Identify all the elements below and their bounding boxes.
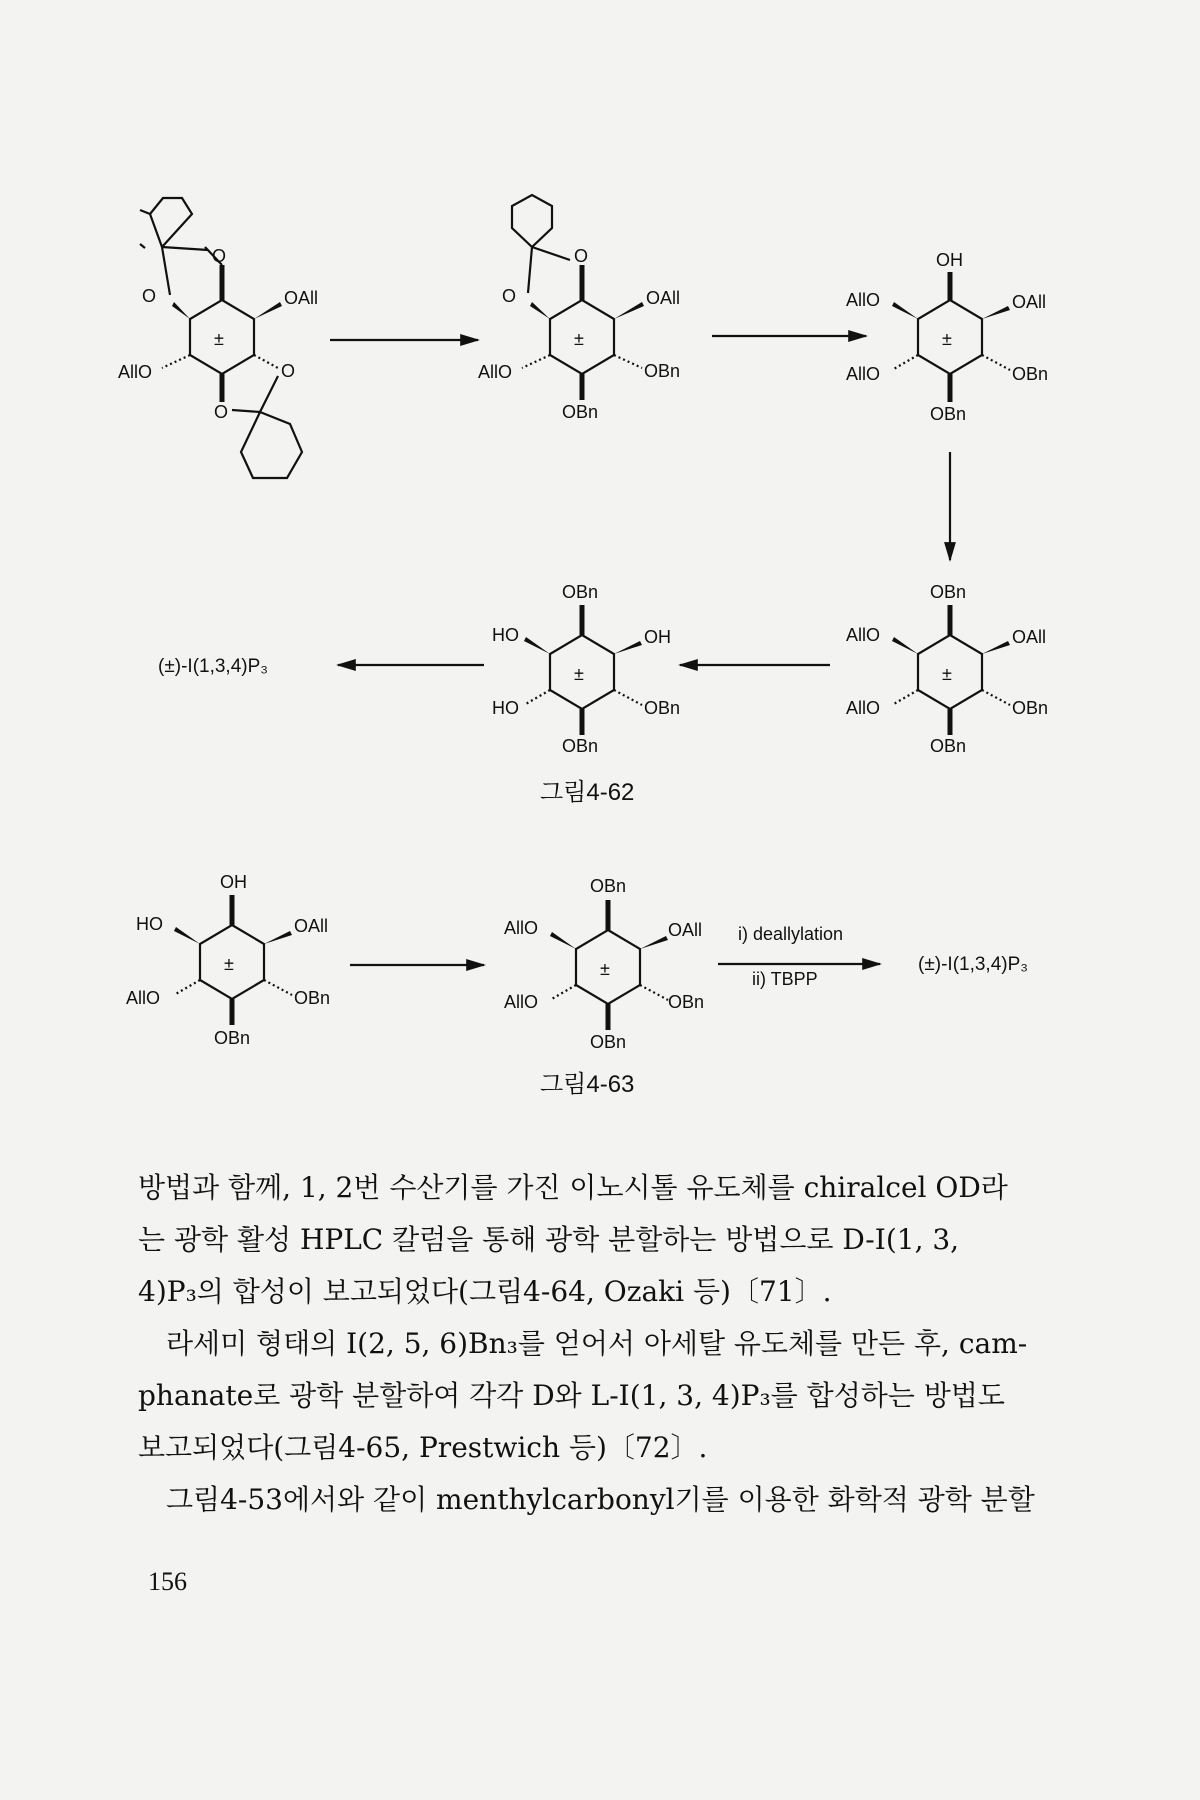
- fig62-m1-allo: AllO: [118, 362, 153, 382]
- fig62-m4-obn-bottom: OBn: [930, 736, 967, 756]
- fig62-m5-pm: ±: [574, 664, 584, 684]
- fig62-caption: 그림4-62: [540, 779, 635, 806]
- fig62-m4-allo-bottom: AllO: [846, 698, 881, 718]
- fig63-m1-ho: HO: [136, 914, 163, 934]
- fig63-product: (±)-I(1,3,4)P₃: [918, 954, 1029, 975]
- fig62-m1-o-right: O: [281, 361, 296, 381]
- fig62-m2-obn-right: OBn: [644, 361, 681, 381]
- fig62-m3-oall: OAll: [1012, 292, 1047, 312]
- fig62-m1-o-left: O: [142, 286, 157, 306]
- fig63-m2-pm: ±: [600, 959, 610, 979]
- fig62-m4-oall: OAll: [1012, 627, 1047, 647]
- fig62-m4-allo-top: AllO: [846, 625, 881, 645]
- fig62-m5-oh: OH: [644, 627, 671, 647]
- fig63-m2-allo-top: AllO: [504, 918, 539, 938]
- fig62-m5-ho-top: HO: [492, 625, 519, 645]
- fig63-m1-obn-right: OBn: [294, 988, 331, 1008]
- fig63-m2-obn-top: OBn: [590, 876, 627, 896]
- fig62-m3-allo-top: AllO: [846, 290, 881, 310]
- fig62-m5-ho-bottom: HO: [492, 698, 519, 718]
- body-line-4: 라세미 형태의 I(2, 5, 6)Bn₃를 얻어서 아세탈 유도체를 만든 후, cam-: [166, 1327, 1028, 1360]
- fig62-m1-oall: OAll: [284, 288, 319, 308]
- fig63-m2-obn-bottom: OBn: [590, 1032, 627, 1052]
- fig63-m2-obn-right: OBn: [668, 992, 705, 1012]
- body-line-2: 는 광학 활성 HPLC 칼럼을 통해 광학 분할하는 방법으로 D-I(1, 3,: [138, 1223, 960, 1256]
- fig63-m1-obn-bottom: OBn: [214, 1028, 251, 1048]
- fig62-m3-obn-right: OBn: [1012, 364, 1049, 384]
- fig63-m1-allo: AllO: [126, 988, 161, 1008]
- fig63-m2-oall: OAll: [668, 920, 703, 940]
- fig62-m2-obn-bottom: OBn: [562, 402, 599, 422]
- fig63-m1-oall: OAll: [294, 916, 329, 936]
- fig62-m2-o-left: O: [502, 286, 517, 306]
- fig63-caption: 그림4-63: [540, 1071, 635, 1098]
- fig63-step2: ii) TBPP: [752, 969, 818, 989]
- fig62-m1-o-bottom: O: [214, 402, 229, 422]
- fig62-m3-pm: ±: [942, 329, 952, 349]
- fig62-m2-oall: OAll: [646, 288, 681, 308]
- fig62-m5-obn-right: OBn: [644, 698, 681, 718]
- fig62-m1-o-top: O: [212, 246, 227, 266]
- body-line-1: 방법과 함께, 1, 2번 수산기를 가진 이노시톨 유도체를 chiralcel OD라: [138, 1171, 1008, 1204]
- fig62-m4-obn-top: OBn: [930, 582, 967, 602]
- body-text: [138, 1162, 1068, 1526]
- fig63-m1-pm: ±: [224, 954, 234, 974]
- fig63-step1: i) deallylation: [738, 924, 844, 944]
- fig62-m5-obn-bottom: OBn: [562, 736, 599, 756]
- fig62-m3-allo-bottom: AllO: [846, 364, 881, 384]
- fig62-m4-pm: ±: [942, 664, 952, 684]
- fig62-product: (±)-I(1,3,4)P₃: [158, 656, 269, 677]
- fig62-m2-pm: ±: [574, 329, 584, 349]
- fig62-m2-o-top: O: [574, 246, 589, 266]
- fig62-m2-allo: AllO: [478, 362, 513, 382]
- fig63-m2-allo-bottom: AllO: [504, 992, 539, 1012]
- body-line-7: 그림4-53에서와 같이 menthylcarbonyl기를 이용한 화학적 광학 분할: [166, 1483, 1035, 1516]
- fig62-m3-obn-bottom: OBn: [930, 404, 967, 424]
- fig62-m5-obn-top: OBn: [562, 582, 599, 602]
- fig63-m1-oh: OH: [220, 872, 247, 892]
- body-line-5: phanate로 광학 분할하여 각각 D와 L-I(1, 3, 4)P₃를 합성하는 방법도: [138, 1379, 1005, 1412]
- fig62-m3-oh: OH: [936, 250, 963, 270]
- page-number: 156: [148, 1567, 187, 1596]
- fig62-molecule-2: [512, 195, 644, 400]
- body-line-6: 보고되었다(그림4-65, Prestwich 등)〔72〕.: [138, 1431, 708, 1464]
- fig62-m1-pm: ±: [214, 329, 224, 349]
- fig62-m4-obn-right: OBn: [1012, 698, 1049, 718]
- body-line-3: 4)P₃의 합성이 보고되었다(그림4-64, Ozaki 등)〔71〕.: [138, 1275, 832, 1308]
